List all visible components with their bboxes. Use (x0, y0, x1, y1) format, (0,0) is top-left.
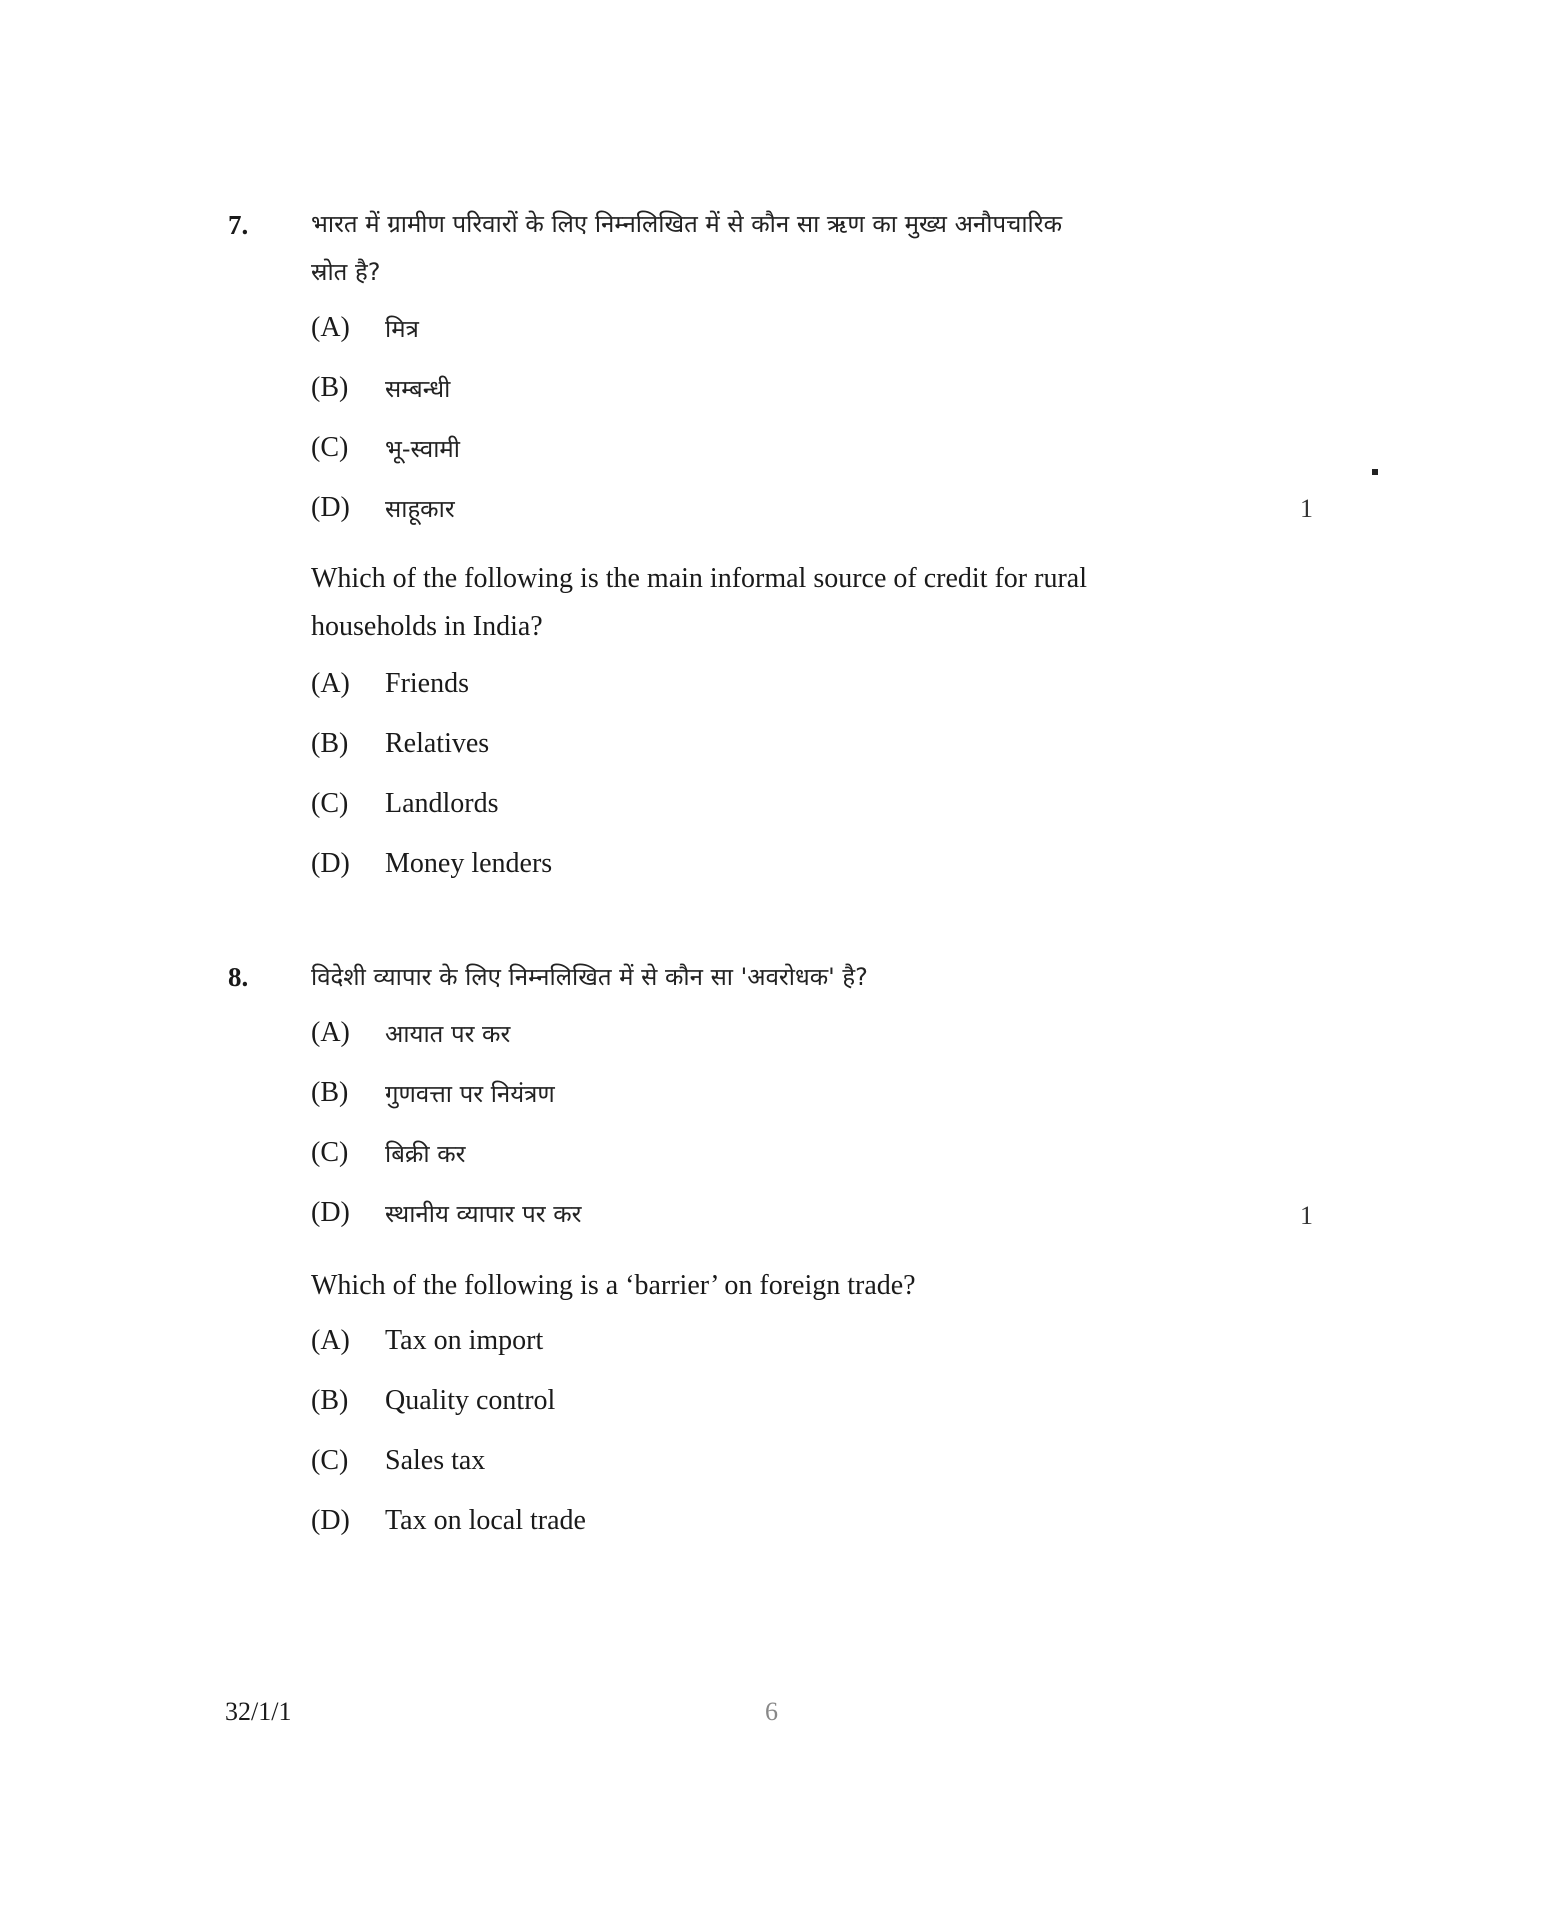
question-stem-hindi-line1: विदेशी व्यापार के लिए निम्नलिखित में से कौन सा 'अवरोधक' है? (311, 963, 868, 991)
option-text: Tax on local trade (385, 1505, 586, 1536)
option-text: गुणवत्ता पर नियंत्रण (385, 1080, 555, 1108)
question-stem-hindi-line2: स्रोत है? (311, 258, 381, 286)
option-label: (B) (311, 1077, 349, 1108)
marks: 1 (1300, 494, 1313, 523)
question-stem-english (311, 555, 1231, 651)
option-text: साहूकार (385, 495, 455, 523)
option-label: (B) (311, 1385, 349, 1416)
option-text: Money lenders (385, 848, 553, 879)
question-stem-english (311, 1262, 1231, 1310)
option-label: (B) (311, 372, 349, 403)
question-number: 8. (228, 962, 249, 992)
option-label: (B) (311, 728, 349, 759)
option-label: (A) (311, 668, 350, 699)
question-stem-hindi-line1: भारत में ग्रामीण परिवारों के लिए निम्नलिखित में से कौन सा ऋण का मुख्य अनौपचारिक (311, 210, 1063, 238)
question-number: 7. (228, 210, 249, 240)
question-stem-english-line1: Which of the following is the main informal source of credit for rural (311, 563, 1087, 594)
option-text: Tax on import (385, 1325, 544, 1356)
option-text: स्थानीय व्यापार पर कर (385, 1200, 582, 1228)
option-label: (C) (311, 788, 349, 819)
option-label: (C) (311, 1445, 349, 1476)
option-label: (A) (311, 1325, 350, 1356)
option-text: सम्बन्धी (385, 375, 451, 403)
option-text: मित्र (385, 315, 419, 343)
question-stem-english-line2: households in India? (311, 611, 543, 642)
option-label: (D) (311, 1505, 350, 1536)
option-text: भू-स्वामी (385, 435, 460, 463)
option-label: (C) (311, 1137, 349, 1168)
option-text: बिक्री कर (385, 1140, 466, 1168)
question-stem-english-line1: Which of the following is a ‘barrier’ on foreign trade? (311, 1270, 916, 1301)
option-text: Sales tax (385, 1445, 486, 1476)
marks: 1 (1300, 1201, 1313, 1230)
option-text: Landlords (385, 788, 499, 819)
option-label: (C) (311, 432, 349, 463)
paper-code: 32/1/1 (225, 1697, 292, 1726)
option-text: आयात पर कर (385, 1020, 511, 1048)
option-label: (D) (311, 1197, 350, 1228)
page-number: 6 (765, 1697, 778, 1726)
option-label: (D) (311, 492, 350, 523)
option-text: Relatives (385, 728, 490, 759)
option-label: (D) (311, 848, 350, 879)
option-text: Friends (385, 668, 469, 699)
option-label: (A) (311, 312, 350, 343)
option-text: Quality control (385, 1385, 556, 1416)
scan-speck (1372, 469, 1378, 475)
option-label: (A) (311, 1017, 350, 1048)
